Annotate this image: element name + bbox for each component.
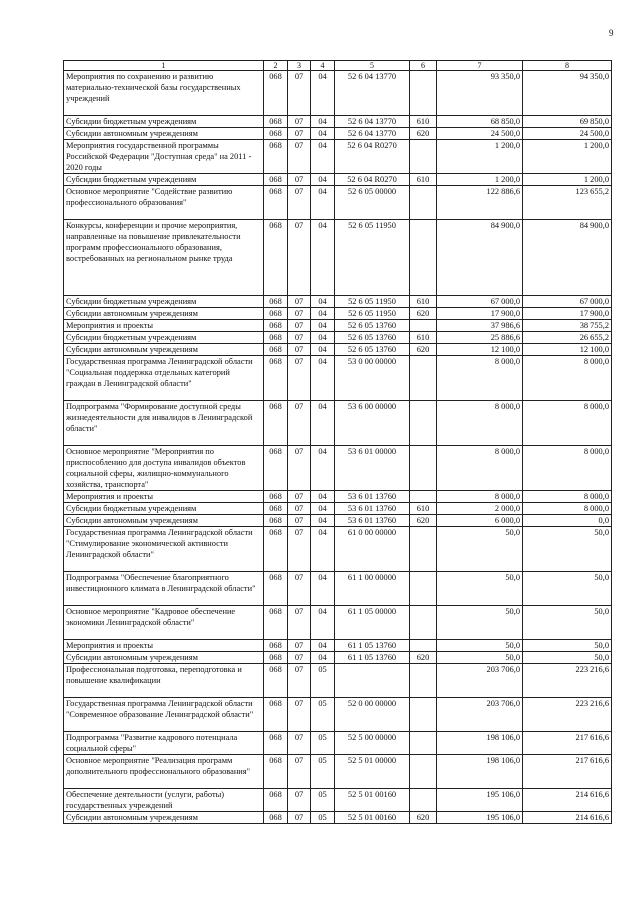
expense-type-cell: 620 [410,128,437,140]
amount-year2-cell: 8 000,0 [523,356,612,401]
name-cell: Субсидии бюджетным учреждениям [64,332,264,344]
header-cell: 4 [311,61,335,71]
target-article-cell: 52 6 04 R0270 [335,140,410,174]
name-cell: Подпрограмма "Обеспечение благоприятного инвестиционного климата в Ленинградской области" [64,572,264,606]
amount-year2-cell: 217 616,6 [523,732,612,755]
name-cell: Основное мероприятие "Мероприятия по приспособлению для доступа инвалидов объектов социальной сферы, жилищно-коммунального хозяйства, транспорта" [64,446,264,491]
amount-year2-cell: 94 350,0 [523,71,612,116]
amount-year1-cell: 50,0 [437,572,523,606]
amount-year2-cell: 8 000,0 [523,491,612,503]
expense-type-cell [410,572,437,606]
amount-year1-cell: 203 706,0 [437,698,523,732]
name-cell: Государственная программа Ленинградской области "Стимулирование экономической активности Ленинградской области" [64,527,264,572]
name-cell: Мероприятия и проекты [64,491,264,503]
ministry-code-cell: 068 [264,491,288,503]
ministry-code-cell: 068 [264,128,288,140]
amount-year2-cell: 214 616,6 [523,812,612,824]
amount-year1-cell: 198 106,0 [437,755,523,789]
target-article-cell: 52 6 04 13770 [335,116,410,128]
amount-year1-cell: 50,0 [437,640,523,652]
section-cell: 07 [288,128,311,140]
header-row [64,61,612,71]
ministry-code-cell: 068 [264,527,288,572]
subsection-cell: 05 [311,664,335,698]
ministry-code-cell: 068 [264,116,288,128]
amount-year1-cell: 84 900,0 [437,220,523,296]
amount-year2-cell: 17 900,0 [523,308,612,320]
table-row [64,491,612,503]
subsection-cell: 05 [311,732,335,755]
section-cell: 07 [288,640,311,652]
name-cell: Основное мероприятие "Кадровое обеспечение экономики Ленинградской области" [64,606,264,640]
subsection-cell: 04 [311,356,335,401]
section-cell: 07 [288,755,311,789]
table-row [64,789,612,812]
amount-year1-cell: 37 986,6 [437,320,523,332]
table-row [64,446,612,491]
amount-year2-cell: 50,0 [523,527,612,572]
name-cell: Субсидии автономным учреждениям [64,128,264,140]
target-article-cell: 53 6 01 13760 [335,515,410,527]
table-row [64,116,612,128]
amount-year2-cell: 214 616,6 [523,789,612,812]
subsection-cell: 04 [311,344,335,356]
subsection-cell: 04 [311,71,335,116]
header-cell: 6 [410,61,437,71]
target-article-cell: 52 6 05 11950 [335,220,410,296]
amount-year1-cell: 8 000,0 [437,356,523,401]
name-cell: Субсидии автономным учреждениям [64,515,264,527]
name-cell: Конкурсы, конференции и прочие мероприятия, направленные на повышение привлекательности программ профессионального образования, востребованных на региональном рынке труда [64,220,264,296]
table-row [64,296,612,308]
target-article-cell: 53 0 00 00000 [335,356,410,401]
amount-year1-cell: 25 886,6 [437,332,523,344]
subsection-cell: 04 [311,652,335,664]
table-row [64,652,612,664]
target-article-cell: 61 1 05 00000 [335,606,410,640]
ministry-code-cell: 068 [264,572,288,606]
name-cell: Мероприятия и проекты [64,320,264,332]
amount-year2-cell: 38 755,2 [523,320,612,332]
section-cell: 07 [288,71,311,116]
subsection-cell: 05 [311,755,335,789]
ministry-code-cell: 068 [264,71,288,116]
table-row [64,344,612,356]
name-cell: Мероприятия по сохранению и развитию материально-технической базы государственных учреждений [64,71,264,116]
amount-year2-cell: 24 500,0 [523,128,612,140]
amount-year2-cell: 8 000,0 [523,446,612,491]
table-row [64,186,612,220]
subsection-cell: 05 [311,698,335,732]
ministry-code-cell: 068 [264,755,288,789]
target-article-cell: 52 6 04 R0270 [335,174,410,186]
ministry-code-cell: 068 [264,186,288,220]
name-cell: Субсидии автономным учреждениям [64,344,264,356]
section-cell: 07 [288,503,311,515]
subsection-cell: 04 [311,515,335,527]
table-row [64,664,612,698]
amount-year2-cell: 84 900,0 [523,220,612,296]
name-cell: Субсидии бюджетным учреждениям [64,174,264,186]
target-article-cell: 52 5 01 00160 [335,812,410,824]
target-article-cell: 52 6 05 11950 [335,296,410,308]
target-article-cell: 52 5 01 00000 [335,755,410,789]
target-article-cell: 53 6 01 00000 [335,446,410,491]
page-number: 9 [609,28,614,38]
subsection-cell: 05 [311,789,335,812]
ministry-code-cell: 068 [264,344,288,356]
name-cell: Субсидии бюджетным учреждениям [64,296,264,308]
target-article-cell: 52 6 05 00000 [335,186,410,220]
header-cell: 1 [64,61,264,71]
amount-year2-cell: 0,0 [523,515,612,527]
amount-year1-cell: 8 000,0 [437,446,523,491]
subsection-cell: 04 [311,320,335,332]
table-row [64,527,612,572]
expense-type-cell [410,140,437,174]
amount-year1-cell: 198 106,0 [437,732,523,755]
amount-year2-cell: 26 655,2 [523,332,612,344]
section-cell: 07 [288,320,311,332]
subsection-cell: 04 [311,308,335,320]
header-cell: 7 [437,61,523,71]
section-cell: 07 [288,732,311,755]
section-cell: 07 [288,515,311,527]
expense-type-cell: 610 [410,174,437,186]
expense-type-cell [410,755,437,789]
subsection-cell: 04 [311,174,335,186]
section-cell: 07 [288,344,311,356]
amount-year1-cell: 50,0 [437,606,523,640]
subsection-cell: 04 [311,220,335,296]
target-article-cell: 53 6 00 00000 [335,401,410,446]
subsection-cell: 04 [311,140,335,174]
header-cell: 5 [335,61,410,71]
amount-year2-cell: 223 216,6 [523,664,612,698]
subsection-cell: 04 [311,401,335,446]
expense-type-cell: 620 [410,652,437,664]
ministry-code-cell: 068 [264,174,288,186]
section-cell: 07 [288,606,311,640]
target-article-cell: 52 0 00 00000 [335,698,410,732]
target-article-cell: 52 6 05 11950 [335,308,410,320]
section-cell: 07 [288,140,311,174]
table-row [64,606,612,640]
name-cell: Обеспечение деятельности (услуги, работы) государственных учреждений [64,789,264,812]
subsection-cell: 04 [311,186,335,220]
table-row [64,220,612,296]
amount-year1-cell: 122 886,6 [437,186,523,220]
ministry-code-cell: 068 [264,664,288,698]
section-cell: 07 [288,220,311,296]
expense-type-cell [410,320,437,332]
target-article-cell: 52 6 05 13760 [335,332,410,344]
target-article-cell: 53 6 01 13760 [335,503,410,515]
table-row [64,140,612,174]
amount-year1-cell: 17 900,0 [437,308,523,320]
expense-type-cell: 610 [410,296,437,308]
target-article-cell: 61 0 00 00000 [335,527,410,572]
ministry-code-cell: 068 [264,515,288,527]
expense-type-cell [410,606,437,640]
expense-type-cell [410,186,437,220]
expense-type-cell [410,446,437,491]
amount-year1-cell: 2 000,0 [437,503,523,515]
amount-year1-cell: 8 000,0 [437,401,523,446]
name-cell: Субсидии бюджетным учреждениям [64,116,264,128]
expense-type-cell [410,732,437,755]
amount-year1-cell: 1 200,0 [437,174,523,186]
target-article-cell: 52 5 01 00160 [335,789,410,812]
section-cell: 07 [288,356,311,401]
target-article-cell: 52 6 05 13760 [335,344,410,356]
section-cell: 07 [288,186,311,220]
table-row [64,356,612,401]
target-article-cell: 53 6 01 13760 [335,491,410,503]
section-cell: 07 [288,332,311,344]
subsection-cell: 04 [311,527,335,572]
expense-type-cell [410,71,437,116]
table-row [64,812,612,824]
amount-year2-cell: 123 655,2 [523,186,612,220]
name-cell: Подпрограмма "Формирование доступной среды жизнедеятельности для инвалидов в Ленинградской области" [64,401,264,446]
expense-type-cell: 610 [410,503,437,515]
ministry-code-cell: 068 [264,503,288,515]
name-cell: Основное мероприятие "Реализация программ дополнительного профессионального образования" [64,755,264,789]
table-row [64,515,612,527]
ministry-code-cell: 068 [264,652,288,664]
expense-type-cell [410,220,437,296]
table-row [64,698,612,732]
budget-table [63,60,612,824]
header-cell: 8 [523,61,612,71]
table-row [64,308,612,320]
amount-year2-cell: 50,0 [523,606,612,640]
ministry-code-cell: 068 [264,332,288,344]
section-cell: 07 [288,446,311,491]
subsection-cell: 04 [311,332,335,344]
section-cell: 07 [288,812,311,824]
amount-year2-cell: 8 000,0 [523,401,612,446]
subsection-cell: 04 [311,491,335,503]
ministry-code-cell: 068 [264,446,288,491]
table-row [64,640,612,652]
name-cell: Государственная программа Ленинградской области "Современное образование Ленинградской области" [64,698,264,732]
section-cell: 07 [288,401,311,446]
amount-year1-cell: 50,0 [437,652,523,664]
section-cell: 07 [288,698,311,732]
name-cell: Субсидии автономным учреждениям [64,652,264,664]
section-cell: 07 [288,296,311,308]
target-article-cell: 61 1 05 13760 [335,652,410,664]
section-cell: 07 [288,174,311,186]
target-article-cell: 52 6 04 13770 [335,128,410,140]
expense-type-cell [410,789,437,812]
ministry-code-cell: 068 [264,320,288,332]
table-row [64,732,612,755]
name-cell: Профессиональная подготовка, переподготовка и повышение квалификации [64,664,264,698]
amount-year2-cell: 217 616,6 [523,755,612,789]
table-row [64,401,612,446]
subsection-cell: 04 [311,296,335,308]
subsection-cell: 04 [311,503,335,515]
subsection-cell: 04 [311,572,335,606]
amount-year1-cell: 6 000,0 [437,515,523,527]
table-row [64,128,612,140]
ministry-code-cell: 068 [264,640,288,652]
amount-year1-cell: 67 000,0 [437,296,523,308]
expense-type-cell: 620 [410,515,437,527]
subsection-cell: 04 [311,446,335,491]
subsection-cell: 04 [311,116,335,128]
target-article-cell: 52 6 04 13770 [335,71,410,116]
name-cell: Государственная программа Ленинградской области "Социальная поддержка отдельных категорий граждан в Ленинградской области" [64,356,264,401]
ministry-code-cell: 068 [264,308,288,320]
amount-year1-cell: 195 106,0 [437,812,523,824]
subsection-cell: 05 [311,812,335,824]
table-row [64,71,612,116]
amount-year2-cell: 50,0 [523,652,612,664]
table-row [64,503,612,515]
target-article-cell: 52 6 05 13760 [335,320,410,332]
amount-year1-cell: 8 000,0 [437,491,523,503]
amount-year2-cell: 223 216,6 [523,698,612,732]
ministry-code-cell: 068 [264,140,288,174]
amount-year2-cell: 50,0 [523,640,612,652]
expense-type-cell [410,491,437,503]
header-cell: 3 [288,61,311,71]
name-cell: Мероприятия и проекты [64,640,264,652]
expense-type-cell [410,401,437,446]
expense-type-cell [410,698,437,732]
expense-type-cell [410,527,437,572]
expense-type-cell [410,356,437,401]
table-row [64,320,612,332]
ministry-code-cell: 068 [264,698,288,732]
section-cell: 07 [288,664,311,698]
name-cell: Субсидии автономным учреждениям [64,812,264,824]
table-row [64,174,612,186]
expense-type-cell [410,664,437,698]
amount-year1-cell: 68 850,0 [437,116,523,128]
section-cell: 07 [288,572,311,606]
target-article-cell: 52 5 00 00000 [335,732,410,755]
table-row [64,755,612,789]
table-row [64,572,612,606]
target-article-cell [335,664,410,698]
table-body [64,61,612,824]
section-cell: 07 [288,116,311,128]
amount-year2-cell: 1 200,0 [523,140,612,174]
ministry-code-cell: 068 [264,401,288,446]
expense-type-cell: 610 [410,116,437,128]
amount-year2-cell: 67 000,0 [523,296,612,308]
ministry-code-cell: 068 [264,732,288,755]
ministry-code-cell: 068 [264,356,288,401]
amount-year1-cell: 12 100,0 [437,344,523,356]
amount-year1-cell: 50,0 [437,527,523,572]
amount-year1-cell: 203 706,0 [437,664,523,698]
amount-year2-cell: 12 100,0 [523,344,612,356]
target-article-cell: 61 1 05 13760 [335,640,410,652]
section-cell: 07 [288,652,311,664]
ministry-code-cell: 068 [264,812,288,824]
ministry-code-cell: 068 [264,606,288,640]
amount-year2-cell: 8 000,0 [523,503,612,515]
section-cell: 07 [288,789,311,812]
ministry-code-cell: 068 [264,789,288,812]
subsection-cell: 04 [311,640,335,652]
amount-year1-cell: 195 106,0 [437,789,523,812]
expense-type-cell: 620 [410,344,437,356]
expense-type-cell: 610 [410,332,437,344]
name-cell: Субсидии автономным учреждениям [64,308,264,320]
amount-year2-cell: 50,0 [523,572,612,606]
section-cell: 07 [288,491,311,503]
subsection-cell: 04 [311,128,335,140]
table-row [64,332,612,344]
section-cell: 07 [288,527,311,572]
amount-year1-cell: 24 500,0 [437,128,523,140]
name-cell: Основное мероприятие "Содействие развитию профессионального образования" [64,186,264,220]
expense-type-cell [410,640,437,652]
amount-year1-cell: 93 350,0 [437,71,523,116]
expense-type-cell: 620 [410,308,437,320]
amount-year1-cell: 1 200,0 [437,140,523,174]
ministry-code-cell: 068 [264,296,288,308]
amount-year2-cell: 69 850,0 [523,116,612,128]
expense-type-cell: 620 [410,812,437,824]
name-cell: Субсидии бюджетным учреждениям [64,503,264,515]
header-cell: 2 [264,61,288,71]
amount-year2-cell: 1 200,0 [523,174,612,186]
section-cell: 07 [288,308,311,320]
target-article-cell: 61 1 00 00000 [335,572,410,606]
subsection-cell: 04 [311,606,335,640]
name-cell: Подпрограмма "Развитие кадрового потенциала социальной сферы" [64,732,264,755]
ministry-code-cell: 068 [264,220,288,296]
name-cell: Мероприятия государственной программы Российской Федерации "Доступная среда" на 2011 - 2020 годы [64,140,264,174]
